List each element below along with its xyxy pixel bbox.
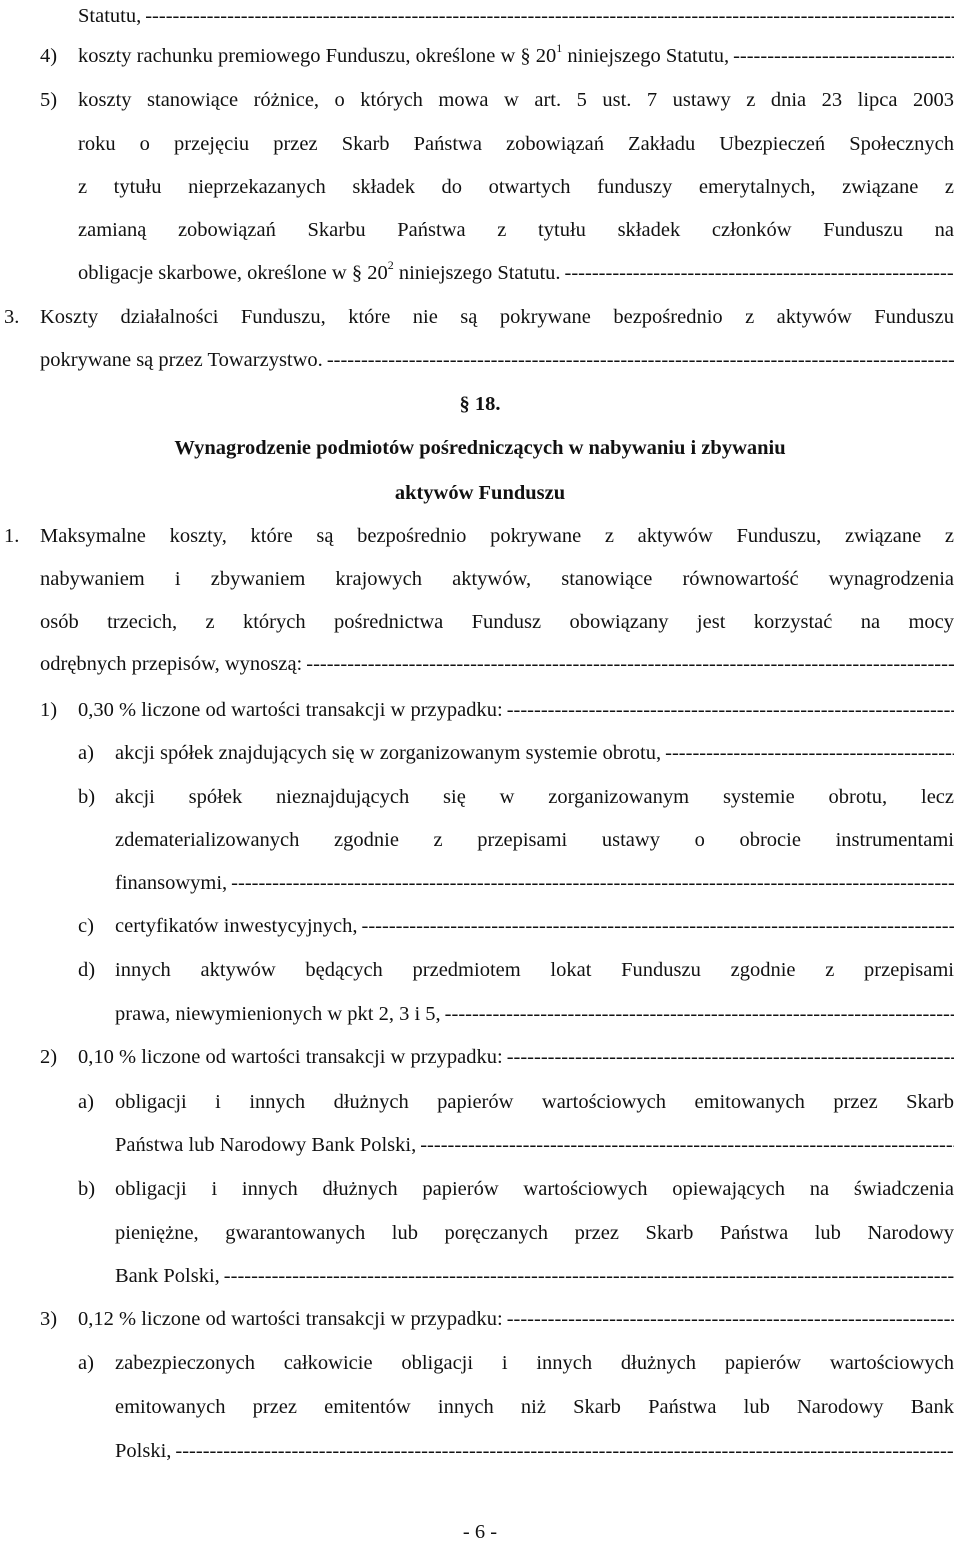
- paragraph-line: zdematerializowanych zgodnie z przepisami ustawy o obrocie instrumentami: [115, 829, 954, 851]
- list-number: 1): [40, 699, 58, 721]
- paragraph-line: odrębnych przepisów, wynoszą: -----: [40, 648, 954, 680]
- section-title-continued: aktywów Funduszu: [394, 482, 566, 504]
- list-letter: a): [78, 1352, 94, 1374]
- list-letter: a): [78, 1091, 94, 1113]
- list-item: 0,30 % liczone od wartości transakcji w przypadku: -----: [78, 694, 954, 726]
- paragraph-line: z tytułu nieprzekazanych składek do otwartych funduszy emerytalnych, związane z: [78, 176, 954, 198]
- list-number: 3): [40, 1308, 58, 1330]
- list-letter: a): [78, 742, 94, 764]
- paragraph-line: koszty stanowiące różnice, o których mowa w art. 5 ust. 7 ustawy z dnia 23 lipca 2003: [78, 89, 954, 111]
- point-number: 1.: [4, 525, 20, 547]
- paragraph-line: Państwa lub Narodowy Bank Polski, -----: [115, 1129, 954, 1161]
- paragraph-line: Maksymalne koszty, które są bezpośrednio pokrywane z aktywów Funduszu, związane z: [40, 525, 954, 547]
- paragraph-line: zabezpieczonych całkowicie obligacji i innych dłużnych papierów wartościowych: [115, 1352, 954, 1374]
- section-title: Wynagrodzenie podmiotów pośredniczących w nabywaniu i zbywaniu: [174, 437, 786, 459]
- paragraph-line: akcji spółek nieznajdujących się w zorganizowanym systemie obrotu, lecz: [115, 786, 954, 808]
- section-number: § 18.: [459, 393, 501, 415]
- paragraph-line: emitowanych przez emitentów innych niż Skarb Państwa lub Narodowy Bank: [115, 1396, 954, 1418]
- paragraph-line: obligacji i innych dłużnych papierów wartościowych emitowanych przez Skarb: [115, 1091, 954, 1113]
- paragraph-line: Koszty działalności Funduszu, które nie są pokrywane bezpośrednio z aktywów Funduszu: [40, 306, 954, 328]
- paragraph-line: zamianą zobowiązań Skarbu Państwa z tytułu składek członków Funduszu na: [78, 219, 954, 241]
- list-number: 5): [40, 89, 58, 111]
- list-item: koszty rachunku premiowego Funduszu, określone w § $20^1$ niniejszego Statutu, -----: [78, 40, 954, 72]
- paragraph-line: innych aktywów będących przedmiotem lokat Funduszu zgodnie z przepisami: [115, 959, 954, 981]
- list-letter: c): [78, 915, 94, 937]
- list-item: 0,10 % liczone od wartości transakcji w przypadku: -----: [78, 1041, 954, 1073]
- paragraph-line: obligacji i innych dłużnych papierów wartościowych opiewających na świadczenia: [115, 1178, 954, 1200]
- list-letter: b): [78, 1178, 96, 1200]
- list-number: 2): [40, 1046, 58, 1068]
- point-number: 3.: [4, 306, 20, 328]
- paragraph-line: osób trzecich, z których pośrednictwa Fundusz obowiązany jest korzystać na mocy: [40, 611, 954, 633]
- paragraph-line: nabywaniem i zbywaniem krajowych aktywów, stanowiące równowartość wynagrodzenia: [40, 568, 954, 590]
- paragraph-line: Polski, -----: [115, 1435, 954, 1467]
- paragraph-line: roku o przejęciu przez Skarb Państwa zobowiązań Zakładu Ubezpieczeń Społecznych: [78, 133, 954, 155]
- paragraph-line: pieniężne, gwarantowanych lub poręczanych przez Skarb Państwa lub Narodowy: [115, 1222, 954, 1244]
- text-line: Statutu, -----: [78, 0, 954, 32]
- list-item: 0,12 % liczone od wartości transakcji w przypadku: -----: [78, 1303, 954, 1335]
- list-letter: d): [78, 959, 96, 981]
- paragraph-line: pokrywane są przez Towarzystwo. -----: [40, 344, 954, 376]
- list-item: certyfikatów inwestycyjnych, -----: [115, 910, 954, 942]
- list-letter: b): [78, 786, 96, 808]
- list-item: akcji spółek znajdujących się w zorganizowanym systemie obrotu, -----: [115, 737, 954, 769]
- list-number: 4): [40, 45, 58, 67]
- page-number: - 6 -: [462, 1521, 498, 1543]
- paragraph-line: obligacje skarbowe, określone w § $20^2$ niniejszego Statutu. -----: [78, 257, 954, 289]
- paragraph-line: finansowymi, -----: [115, 867, 954, 899]
- paragraph-line: prawa, niewymienionych w pkt 2, 3 i 5, -----: [115, 998, 954, 1030]
- paragraph-line: Bank Polski, -----: [115, 1260, 954, 1292]
